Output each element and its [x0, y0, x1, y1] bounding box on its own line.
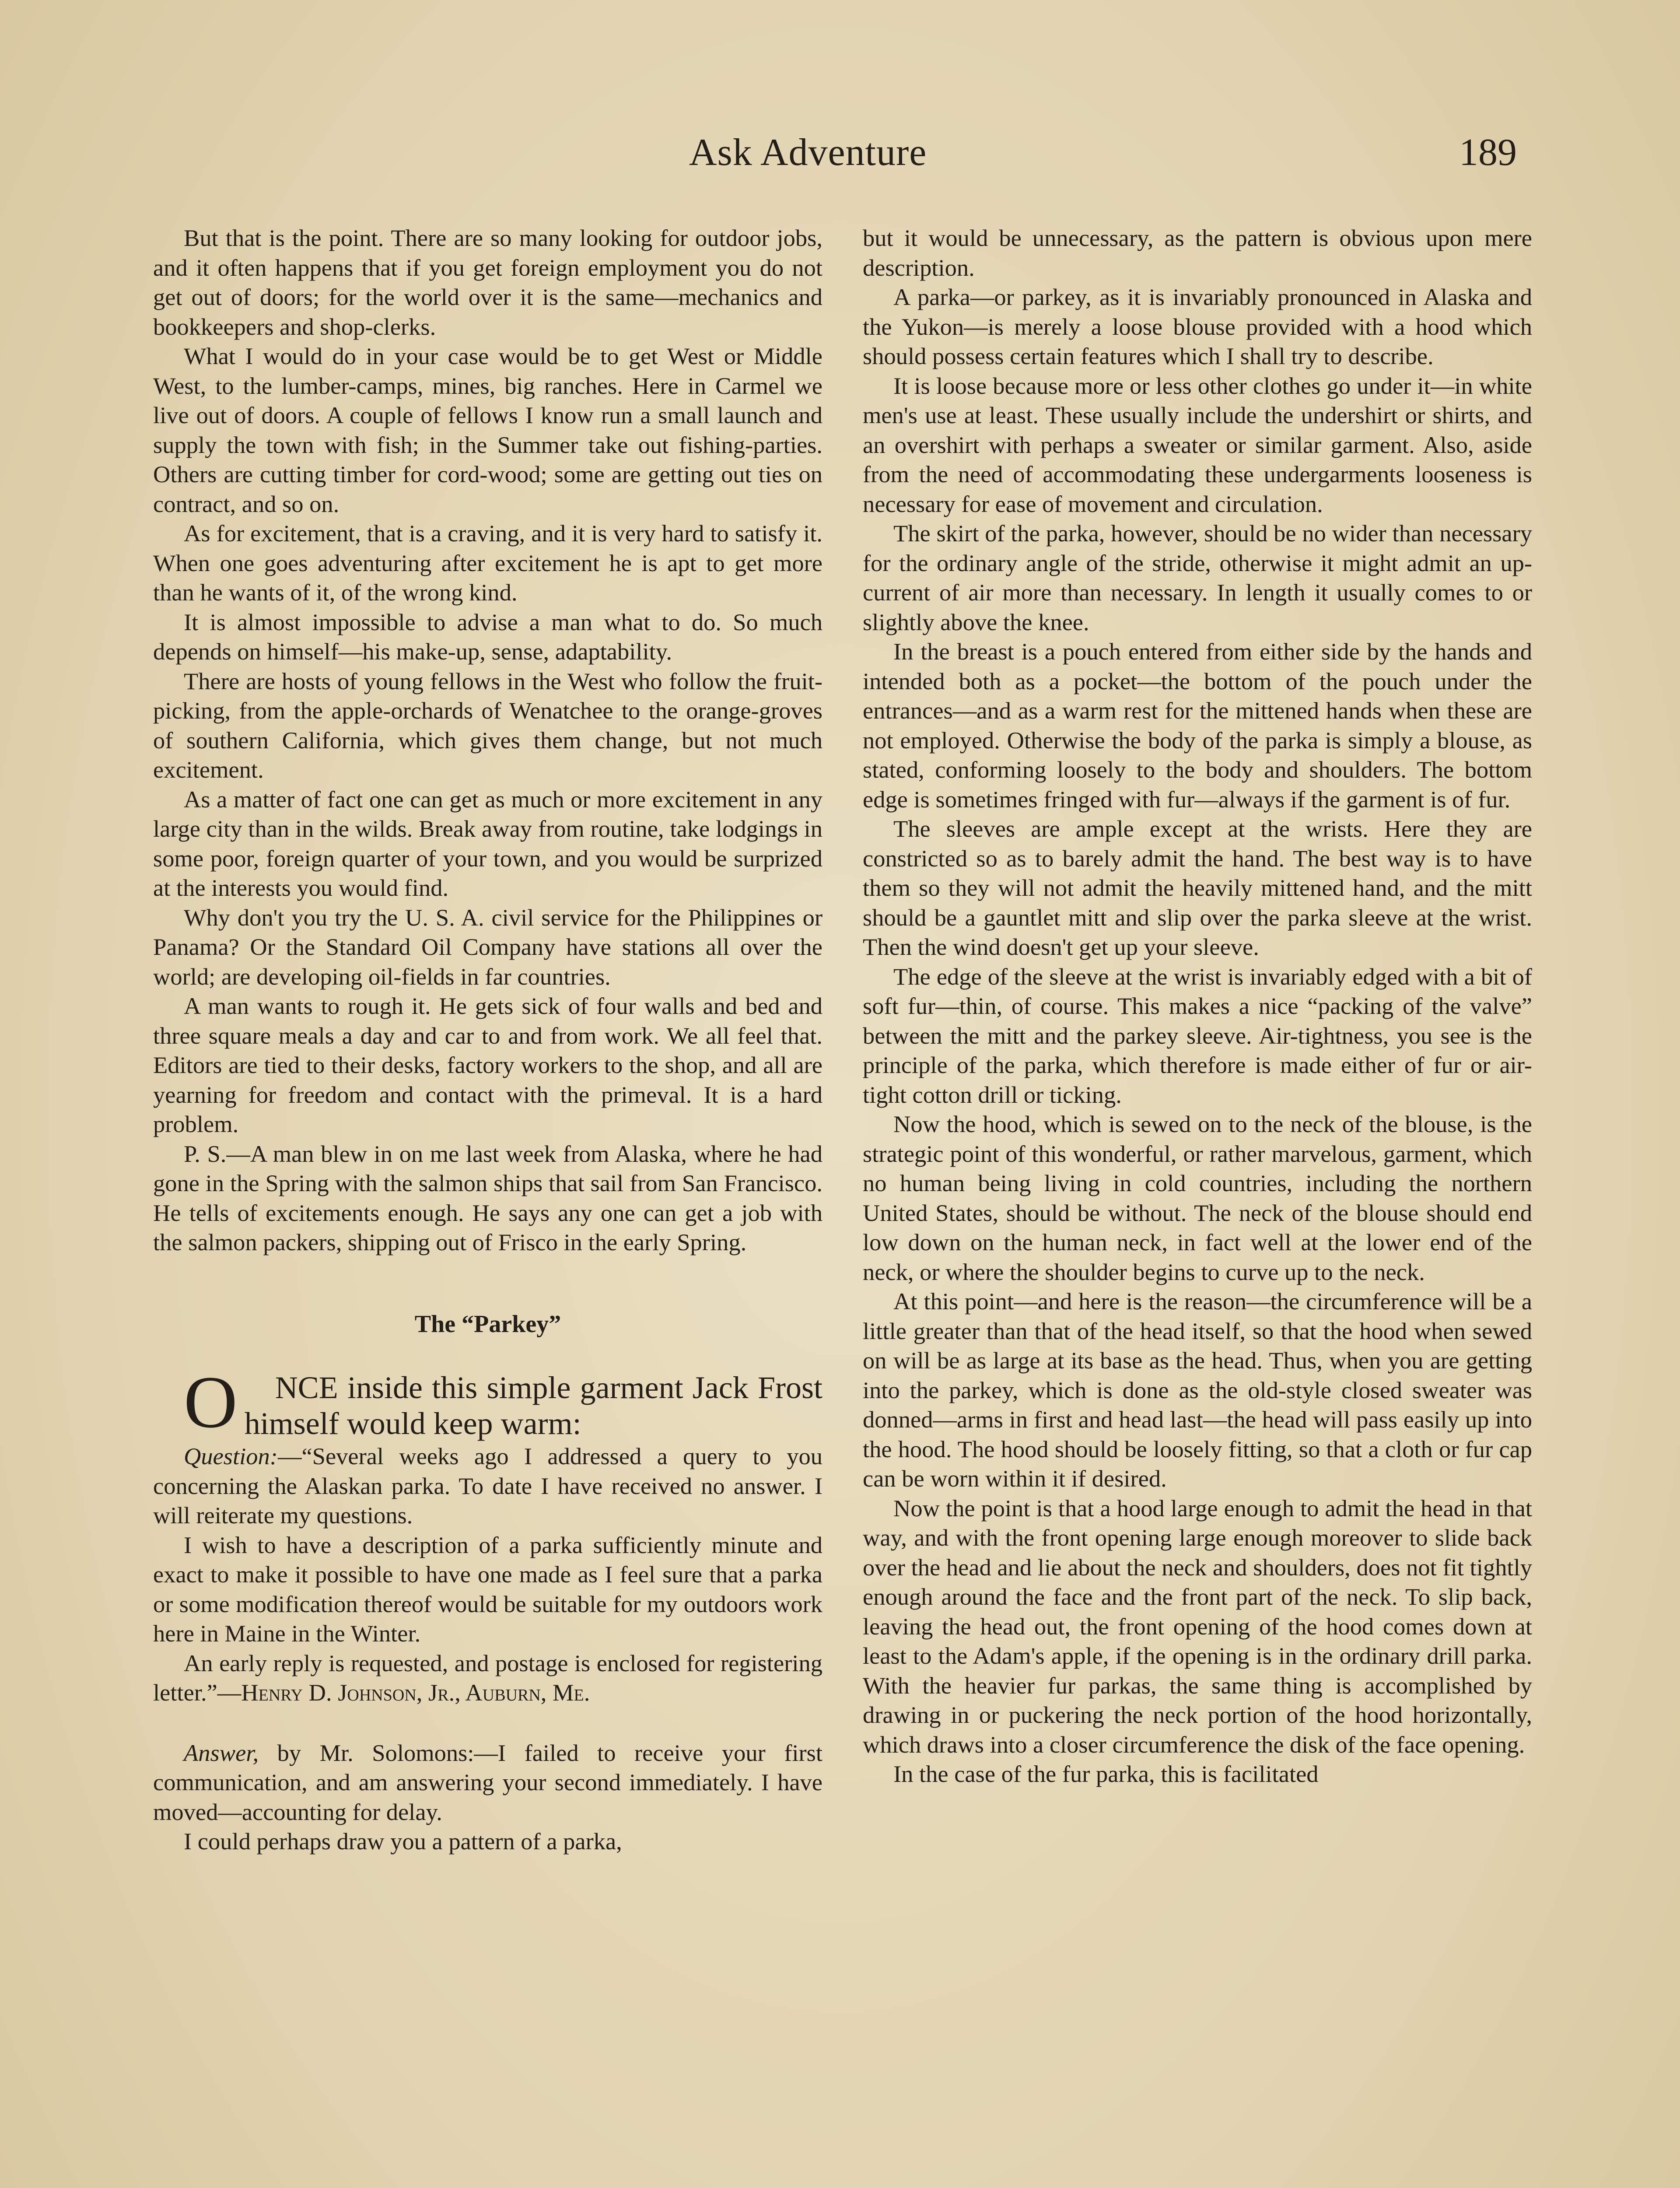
intro-paragraph [153, 1361, 822, 1443]
answer-label: Answer, [184, 1739, 259, 1766]
paragraph: The edge of the sleeve at the wrist is invariably edged with a bit of soft fur—thin, of course. This makes a nice “packing of the valve” between the mitt and the parkey sleeve. Air-tightness, you see is the principle of the parka, which therefore is made either of fur or air-tight cotton drill or ticking. [863, 963, 1532, 1108]
paragraph: A man wants to rough it. He gets sick of four walls and bed and three square meals a day and car to and from work. We all feel that. Editors are tied to their desks, factory workers to the shop, and all are yearning for freedom and contact with the primeval. It is a hard problem. [153, 992, 822, 1137]
left-column [153, 223, 822, 1856]
question-paragraph [153, 1441, 822, 1530]
paragraph: It is loose because more or less other clothes go under it—in white men's use at least. These usually include the undershirt or shirts, and an overshirt with perhaps a sweater or similar garment. Also, aside from the need of accommodating these undergarments looseness is necessary for ease of movement and circulation. [863, 372, 1532, 517]
paragraph: The sleeves are ample except at the wrists. Here they are constricted so as to barely admit the hand. The best way is to have them so they will not admit the heavily mittened hand, and the mitt should be a gauntlet mitt and slip over the parka sleeve at the wrist. Then the wind doesn't get up your sleeve. [863, 815, 1532, 960]
paragraph: Now the hood, which is sewed on to the neck of the blouse, is the strategic point of this wonderful, or rather marvelous, garment, which no human being living in cold countries, including the northern United States, should be without. The neck of the blouse should end low down on the human neck, in fact well at the lower end of the neck, or where the shoulder begins to curve up to the neck. [863, 1111, 1532, 1285]
paragraph: A parka—or parkey, as it is invariably pronounced in Alaska and the Yukon—is merely a loose blouse provided with a hood which should possess certain features which I shall try to describe. [863, 284, 1532, 369]
drop-cap: O [184, 1361, 238, 1443]
paragraph: Now the point is that a hood large enough to admit the head in that way, and with the front opening large enough moreover to slide back over the head and lie about the neck and shoulders, does not fit tightly enough around the face and the front part of the neck. To slip back, leaving the head out, the front opening of the hood comes down at least to the Adam's apple, if the opening is in the ordinary drill parka. With the heavier fur parkas, the same thing is accomplished by drawing in or puckering the neck portion of the hood horizontally, which draws into a closer circumference the disk of the face opening. [863, 1494, 1532, 1758]
paragraph: In the case of the fur parka, this is facilitated [893, 1760, 1319, 1787]
answer-text: by Mr. Solomons:—I failed to receive your first communication, and am answering your second immediately. I have moved—accounting for delay. [153, 1739, 822, 1825]
right-column [863, 223, 1532, 1789]
paragraph: I wish to have a description of a parka sufficiently minute and exact to make it possible to have one made as I feel sure that a parka or some modification thereof would be suitable for my outdoors work here in Maine in the Winter. [153, 1531, 822, 1647]
paragraph: It is almost impossible to advise a man what to do. So much depends on himself—his make-up, sense, adaptability. [153, 608, 822, 665]
paragraph: At this point—and here is the reason—the circumference will be a little greater than that of the head itself, so that the hood when sewed on will be as large at its base as the head. Thus, when you are getting into the parkey, which is done as the old-style closed sweater was donned—arms in first and head last—the head will pass easily up into the hood. The hood should be loosely fitting, so that a cloth or fur cap can be worn within it if desired. [863, 1288, 1532, 1492]
paragraph: As for excitement, that is a craving, and it is very hard to satisfy it. When one goes adventuring after excitement he is apt to get more than he wants of it, of the wrong kind. [153, 520, 822, 606]
paragraph: Why don't you try the U. S. A. civil service for the Philippines or Panama? Or the Standard Oil Company have stations all over the world; are developing oil-fields in far countries. [153, 904, 822, 990]
paragraph: There are hosts of young fellows in the West who follow the fruit-picking, from the apple-orchards of Wenatchee to the orange-groves of southern California, which gives them change, but not much excitement. [153, 667, 822, 783]
answer-paragraph [153, 1738, 822, 1827]
paragraph: In the breast is a pouch entered from either side by the hands and intended both as a pocket—the bottom of the pouch under the entrances—and as a warm rest for the mittened hands when these are not employed. Otherwise the body of the parka is simply a blouse, as stated, conforming loosely to the body and shoulders. The bottom edge is sometimes fringed with fur—always if the garment is of fur. [863, 638, 1532, 813]
question-label: Question: [184, 1443, 278, 1469]
paragraph: I could perhaps draw you a pattern of a parka, [184, 1828, 622, 1855]
continued-paragraph: but it would be unnecessary, as the pattern is obvious upon mere description. [863, 224, 1532, 281]
section-title: The “Parkey” [414, 1310, 561, 1338]
question-text: —“Several weeks ago I addressed a query to you concerning the Alaskan parka. To date I have received no answer. I will reiterate my questions. [153, 1443, 822, 1529]
paragraph: P. S.—A man blew in on me last week from Alaska, where he had gone in the Spring with the salmon ships that sail from San Francisco. He tells of excitements enough. He says any one can get a job with the salmon packers, shipping out of Frisco in the early Spring. [153, 1140, 822, 1255]
paragraph: The skirt of the parka, however, should be no wider than necessary for the ordinary angle of the stride, otherwise it might admit an up-current of air more than necessary. In length it usually comes to or slightly above the knee. [863, 520, 1532, 635]
question-closing-paragraph [153, 1648, 822, 1708]
paragraph: As a matter of fact one can get as much or more excitement in any large city than in the wilds. Break away from routine, take lodgings in some poor, foreign quarter of your town, and you would be surprized at the interests you would find. [153, 785, 822, 901]
paragraph: But that is the point. There are so many looking for outdoor jobs, and it often happens that if you get foreign employment you do not get out of doors; for the world over it is the same—mechanics and bookkeepers and shop-clerks. [153, 224, 822, 340]
question-signature: Henry D. Johnson, Jr., Auburn, Me. [241, 1679, 590, 1706]
intro-text: NCE inside this simple garment Jack Frost himself would keep warm: [244, 1370, 822, 1441]
page-number: 189 [1459, 131, 1517, 174]
running-header-title: Ask Adventure [689, 131, 927, 174]
paragraph: What I would do in your case would be to get West or Middle West, to the lumber-camps, mines, big ranches. Here in Carmel we live out of doors. A couple of fellows I know run a small launch and supply the town with fish; in the Summer take out fishing-parties. Others are cutting timber for cord-wood; some are getting out ties on contract, and so on. [153, 343, 822, 517]
question-closing-text: An early reply is requested, and postage is enclosed for registering letter.”— [153, 1649, 822, 1706]
